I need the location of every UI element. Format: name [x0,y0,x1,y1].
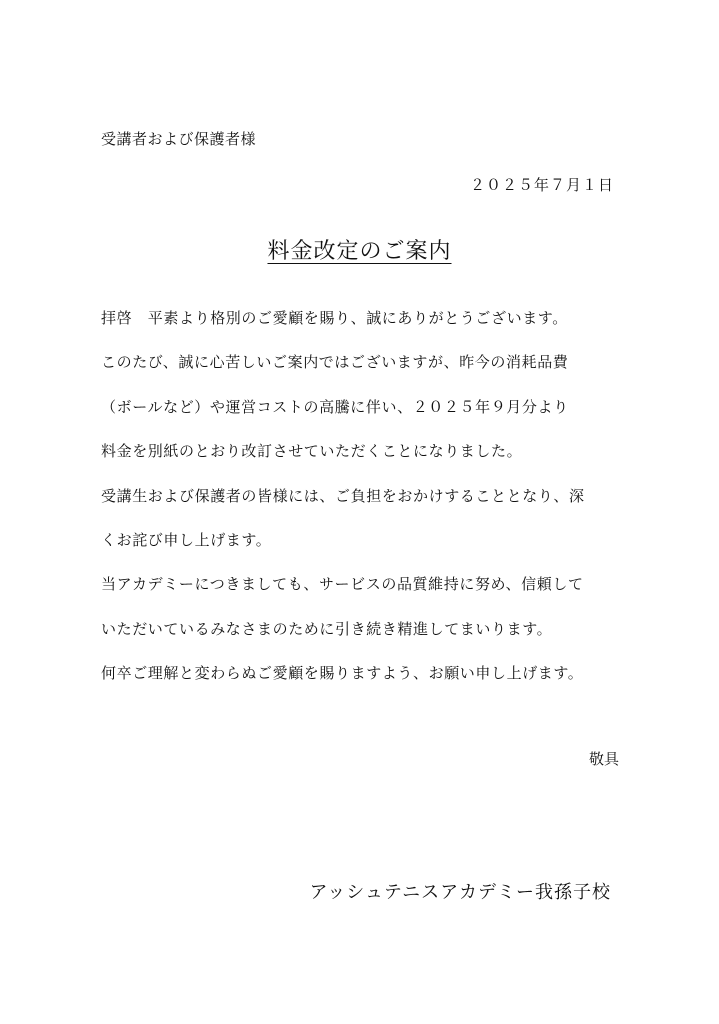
body-line: このたび、誠に心苦しいご案内ではございますが、昨今の消耗品費 [101,353,569,371]
body-line: （ボールなど）や運営コストの高騰に伴い、２０２５年９月分より [101,398,569,416]
body-line: 当アカデミーにつきましても、サービスの品質維持に努め、信頼して [101,575,584,593]
letter-title [0,234,719,265]
sender-name: アッシュテニスアカデミー我孫子校 [309,882,611,903]
body-line: 受講生および保護者の皆様には、ご負担をおかけすることとなり、深 [101,487,585,505]
body-line: くお詫び申し上げます。 [101,531,272,549]
closing-remark: 敬具 [588,750,619,768]
body-line: 料金を別紙のとおり改訂させていただくことになりました。 [101,442,523,460]
letter-date: ２０２５年７月１日 [469,176,614,194]
body-line: いただいているみなさまのために引き続き精進してまいります。 [101,620,553,638]
body-line: 何卒ご理解と変わらぬご愛顧を賜りますよう、お願い申し上げます。 [101,664,584,682]
body-line: 拝啓 平素より格別のご愛顧を賜り、誠にありがとうございます。 [101,309,568,327]
letter-title-text: 料金改定のご案内 [267,239,452,264]
addressee: 受講者および保護者様 [101,130,257,148]
